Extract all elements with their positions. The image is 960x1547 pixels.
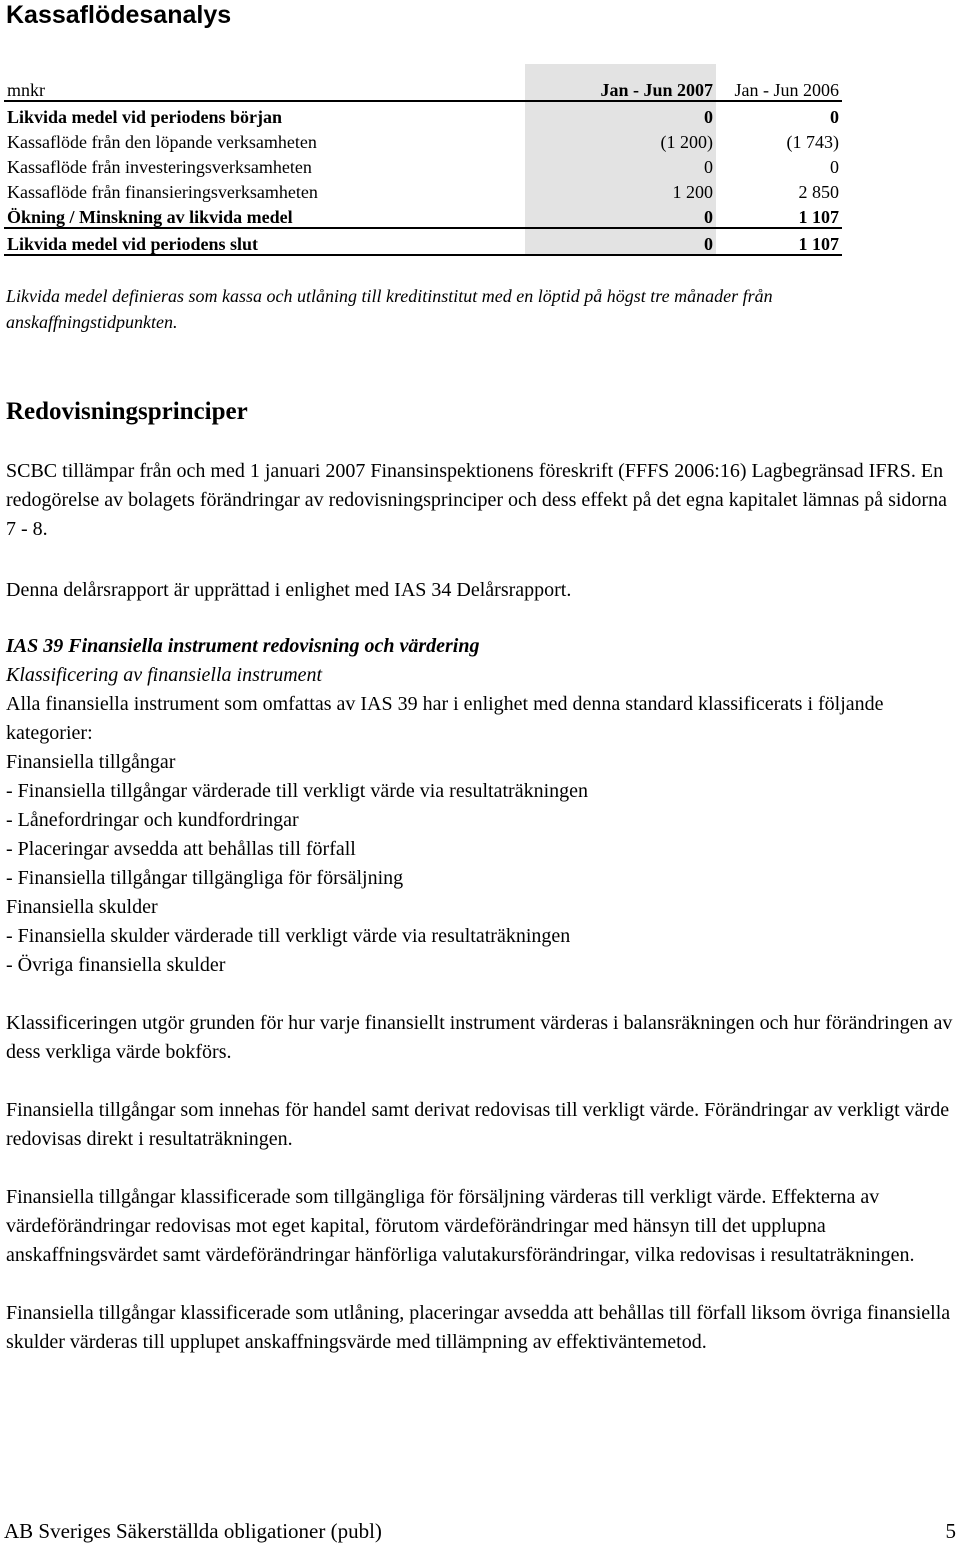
row-label: Likvida medel vid periodens början [7, 107, 283, 127]
list-item: - Finansiella skulder värderade till verkligt värde via resultaträkningen [6, 925, 571, 947]
list-item: - Övriga finansiella skulder [6, 954, 226, 976]
table-row [4, 228, 842, 255]
row-value-2007: 0 [525, 152, 716, 177]
list-item: - Placeringar avsedda att behållas till förfall [6, 838, 356, 860]
row-label: Kassaflöde från investeringsverksamheten [7, 157, 312, 177]
ias39-title: IAS 39 Finansiella instrument redovisning och värdering [6, 635, 480, 657]
table-row [4, 177, 842, 202]
paragraph-text: Denna delårsrapport är upprättad i enlighet med IAS 34 Delårsrapport. [6, 579, 572, 601]
list-item: - Finansiella tillgångar värderade till verkligt värde via resultaträkningen [6, 780, 589, 802]
ias34-paragraph [6, 576, 956, 605]
row-value-2007: 1 200 [525, 177, 716, 202]
cashflow-table [4, 64, 842, 256]
available-for-sale-paragraph: Finansiella tillgångar klassificerade som tillgängliga för försäljning värderas till verkligt värde. Effekterna av värdeförändringar redovisas mot eget kapital, förutom värdeförändringar med hänsyn till det upplupna anskaffningsvärdet samt värdeförändringar hänförliga valutakursförändringar, vilka redovisas i resultaträkningen. [6, 1186, 915, 1266]
page-title: Kassaflödesanalys [6, 1, 232, 29]
section-heading: Redovisningsprinciper [6, 398, 248, 425]
ias39-intro: Alla finansiella instrument som omfattas av IAS 39 har i enlighet med denna standard klassificerats i följande kategorier: [6, 693, 884, 744]
row-label: Likvida medel vid periodens slut [4, 228, 525, 255]
row-value-2007: 0 [525, 228, 716, 255]
row-value-2006: 1 107 [716, 228, 842, 255]
list-item: - Finansiella tillgångar tillgängliga för försäljning [6, 867, 404, 889]
ias39-section [6, 632, 956, 1357]
unit-label: mnkr [4, 64, 525, 101]
row-value-2007: 0 [525, 202, 716, 228]
column-header-2007: Jan - Jun 2007 [525, 64, 716, 101]
principles-paragraph [6, 457, 956, 544]
loans-paragraph: Finansiella tillgångar klassificerade som utlåning, placeringar avsedda att behållas till förfall liksom övriga finansiella skulder värderas till upplupet anskaffningsvärde med tillämpning av effektiväntemetod. [6, 1302, 951, 1353]
row-value-2006: 0 [830, 107, 839, 127]
row-value-2006: 0 [830, 157, 839, 177]
paragraph-text: SCBC tillämpar från och med 1 januari 2007 Finansinspektionens föreskrift (FFFS 2006:16) Lagbegränsad IFRS. En redogörelse av bolagets förändringar av redovisningsprinciper och dess effekt på det egna kapitalet lämnas på sidorna 7 - 8. [6, 460, 947, 540]
table-row [4, 101, 842, 127]
cashflow-note: Likvida medel definieras som kassa och utlåning till kreditinstitut med en löptid på högst tre månader från anskaffningstidpunkten. [6, 286, 773, 332]
row-value-2006: (1 743) [786, 132, 839, 152]
row-value-2007: 0 [525, 101, 716, 127]
footer-company: AB Sveriges Säkerställda obligationer (publ) [4, 1519, 382, 1543]
liabilities-heading: Finansiella skulder [6, 896, 158, 918]
table-row [4, 127, 842, 152]
page-number: 5 [945, 1519, 956, 1543]
list-item: - Lånefordringar och kundfordringar [6, 809, 299, 831]
row-value-2006: 2 850 [798, 182, 839, 202]
row-label: Kassaflöde från den löpande verksamheten [7, 132, 317, 152]
ias39-subtitle: Klassificering av finansiella instrument [6, 664, 323, 686]
row-label: Ökning / Minskning av likvida medel [4, 202, 525, 228]
row-value-2006: 1 107 [716, 202, 842, 228]
column-header-2006: Jan - Jun 2006 [716, 64, 842, 101]
table-header-row [4, 64, 842, 101]
assets-heading: Finansiella tillgångar [6, 751, 176, 773]
table-row [4, 152, 842, 177]
row-value-2007: (1 200) [525, 127, 716, 152]
table-row [4, 202, 842, 228]
classification-paragraph: Klassificeringen utgör grunden för hur varje finansiellt instrument värderas i balansräkningen och hur förändringen av dess verkliga värde bokförs. [6, 1012, 953, 1063]
trading-paragraph: Finansiella tillgångar som innehas för handel samt derivat redovisas till verkligt värde. Förändringar av verkligt värde redovisas direkt i resultaträkningen. [6, 1099, 950, 1150]
row-label: Kassaflöde från finansieringsverksamheten [7, 182, 318, 202]
